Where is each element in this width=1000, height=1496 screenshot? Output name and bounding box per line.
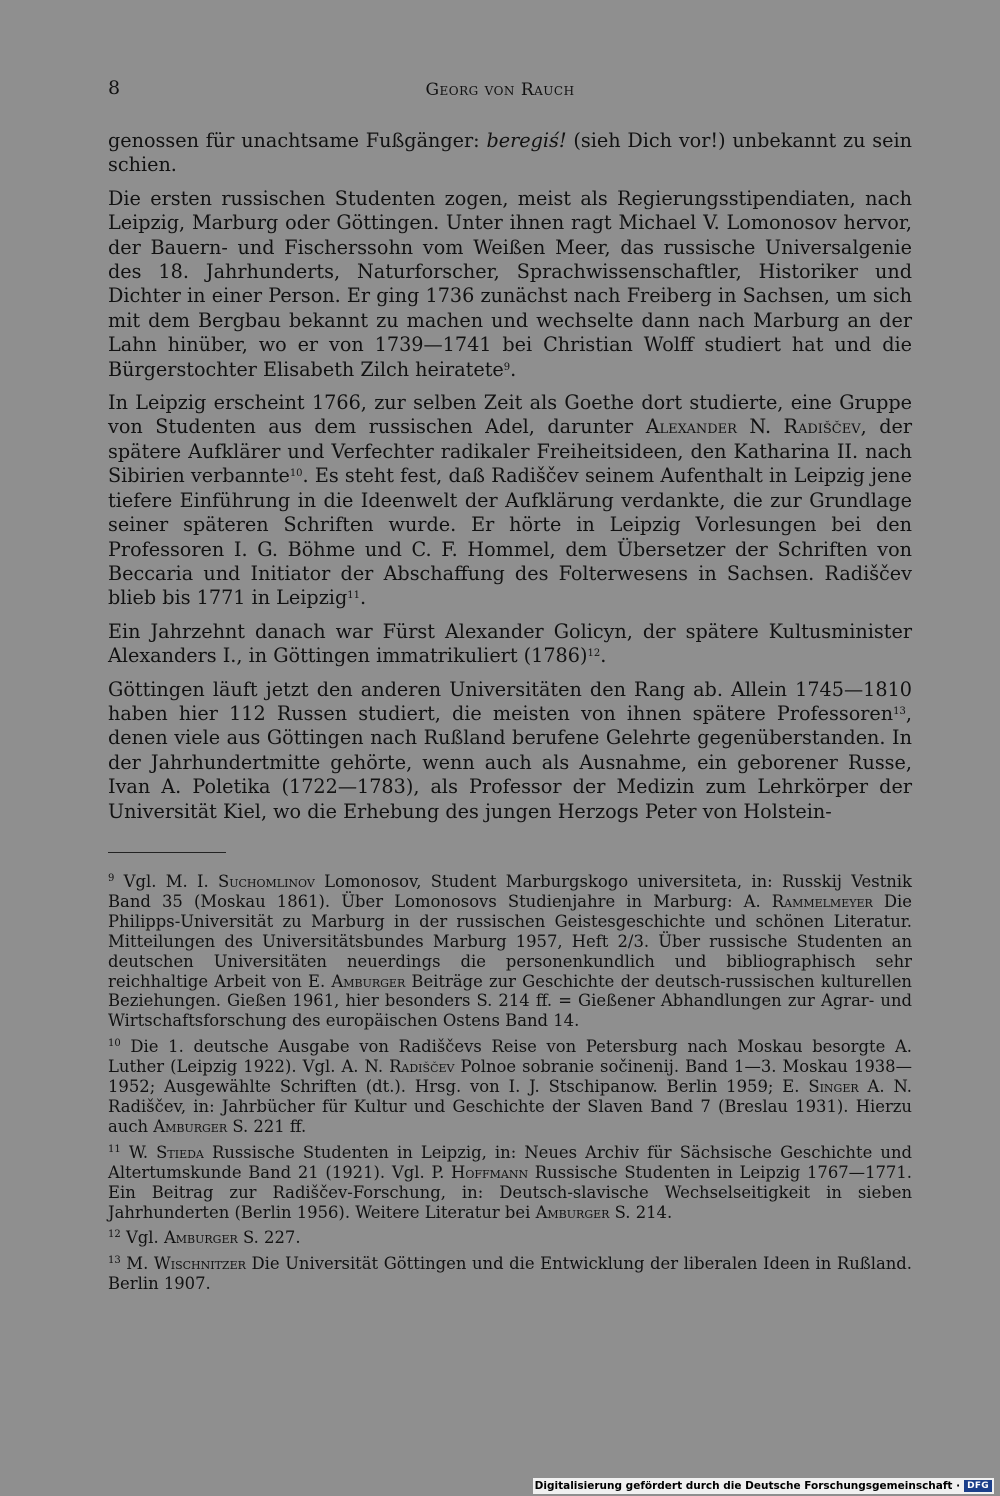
footnote [108, 1254, 912, 1294]
paragraph [108, 129, 912, 178]
author-name: Stieda [156, 1142, 204, 1162]
footnotes [108, 872, 912, 1300]
text-run: (sieh Dich vor!) unbekannt zu sein schien. [108, 129, 912, 177]
text-run: Polnoe sobranie sočinenij. Band 1—3. Moskau 1938—1952; Ausgewählte Schriften (dt.). Hrsg. von I. J. Stschipanow. Berlin 1959; E. [108, 1057, 912, 1097]
text-run: , der spätere Aufklärer und Verfechter radikaler Freiheitsideen, den Katharina II. nach Sibirien verbannte [108, 415, 913, 488]
text-run: , denen viele aus Göttingen nach Rußland berufene Gelehrte gegenüberstanden. In der Jahrhundertmitte gehörte, wenn auch als Ausnahme, ein geborener Russe, Ivan A. Poletika (1722—1783), als Professor der Medizin zum Lehrkörper der Universität Kiel, wo die Erhebung des jungen Herzogs Peter von Holstein- [108, 701, 912, 823]
text-run: Die Philipps-Universität zu Marburg in der russischen Geistesgeschichte und schönen Literatur. Mitteilungen des Universitätsbundes Marburg 1957, Heft 2/3. Über russische Studenten an deutschen Universitäten neuerdings die personenkundlich und bibliographisch sehr reichhaltige Arbeit von E. [108, 891, 912, 991]
footnote [108, 872, 912, 1031]
text-run: A. N. Radiščev, in: Jahrbücher für Kultur und Geschichte der Slaven Band 7 (Breslau 1931). Hierzu auch [108, 1077, 912, 1136]
running-head: Georg von Rauch [425, 80, 575, 100]
author-name: Amburger [331, 971, 406, 991]
credit-text: Digitalisierung gefördert durch die Deutsche Forschungsgemeinschaft · [534, 1480, 961, 1492]
text-run: Göttingen läuft jetzt den anderen Universitäten den Rang ab. Allein 1745—1810 haben hier 112 Russen studiert, die meisten von ihnen spätere Professoren [108, 677, 912, 725]
text-run: In Leipzig erscheint 1766, zur selben Zeit als Goethe dort studierte, eine Gruppe von Studenten aus dem russischen Adel, darunter [108, 391, 912, 439]
author-name: Amburger [153, 1116, 228, 1136]
footnote [108, 1037, 912, 1137]
text-run: . Es steht fest, daß Radiščev seinem Aufenthalt in Leipzig jene tiefere Einführung in die Ideenwelt der Aufklärung verdankte, die zur Grundlage seiner späteren Schriften wurde. Er hörte in Leipzig Vorlesungen bei den Professoren I. G. Böhme und C. F. Hommel, dem Übersetzer der Schriften von Beccaria und Initiator der Abschaffung des Folterwesens in Sachsen. Radiščev blieb bis 1771 in Leipzig [108, 464, 912, 610]
text-run: Die ersten russischen Studenten zogen, meist als Regierungsstipendiaten, nach Leipzig, Marburg oder Göttingen. Unter ihnen ragt Michael V. Lomonosov hervor, der Bauern- und Fischerssohn vom Weißen Meer, das russische Universalgenie des 18. Jahrhunderts, Naturforscher, Sprachwissenschaftler, Historiker und Dichter in einer Person. Er ging 1736 zunächst nach Freiberg in Sachsen, um sich mit dem Bergbau bekannt zu machen und wechselte dann nach Marburg an der Lahn hinüber, wo er von 1739—1741 bei Christian Wolff studiert hat und die Bürgerstochter Elisabeth Zilch heiratete [108, 186, 912, 381]
footnote-number: 9 [108, 873, 115, 884]
italic-text: beregiś! [486, 129, 567, 152]
author-name: Rammelmeyer [771, 891, 873, 911]
footnote-ref: 12 [587, 648, 601, 660]
text-run: S. 227. [237, 1228, 301, 1248]
footnote-rule [108, 852, 226, 853]
author-name: Hoffmann [451, 1162, 529, 1182]
footnote-ref: 9 [503, 361, 511, 373]
paragraph [108, 620, 912, 669]
paragraph [108, 391, 912, 611]
text-run: M. [120, 1254, 154, 1274]
text-run: . [510, 357, 517, 381]
footnote-number: 10 [108, 1038, 121, 1050]
author-name: Suchomlinov [217, 872, 315, 891]
text-run: Russische Studenten in Leipzig 1767—1771. Ein Beitrag zur Radiščev-Forschung, in: Deutsch-slavische Wechselseitigkeit in sieben Jahrhunderten (Berlin 1956). Weitere Literatur bei [108, 1162, 912, 1222]
text-run: . [359, 586, 367, 610]
author-name: Radiščev [389, 1057, 455, 1077]
text-run: Beiträge zur Geschichte der deutsch-russischen kulturellen Beziehungen. Gießen 1961, hier besonders S. 214 ff. = Gießener Abhandlungen zur Agrar- und Wirtschaftsforschung des europäischen Ostens Band 14. [108, 971, 912, 1031]
text-run: . [600, 644, 607, 668]
author-name: Amburger [163, 1228, 238, 1248]
footnote-ref: 11 [347, 590, 360, 602]
body-text [108, 129, 912, 833]
footnote-ref: 13 [893, 705, 906, 717]
footnote [108, 1143, 912, 1223]
footnote-number: 12 [108, 1229, 121, 1241]
author-name: Singer [808, 1077, 859, 1097]
paragraph [108, 678, 912, 824]
paragraph [108, 187, 912, 382]
text-run: Die 1. deutsche Ausgabe von Radiščevs Reise von Petersburg nach Moskau besorgte A. Luther (Leipzig 1922). Vgl. A. N. [108, 1037, 912, 1077]
footnote-number: 11 [108, 1143, 121, 1155]
page-number: 8 [108, 77, 121, 99]
author-name: Wischnitzer [153, 1254, 246, 1274]
text-run: S. 214. [609, 1202, 673, 1222]
text-run: Ein Jahrzehnt danach war Fürst Alexander Golicyn, der spätere Kultusminister Alexanders I., in Göttingen immatrikuliert (1786) [108, 619, 912, 668]
text-run: S. 221 ff. [227, 1116, 307, 1136]
footnote [108, 1228, 912, 1248]
text-run: Lomonosov, Student Marburgskogo universiteta, in: Russkij Vestnik Band 35 (Moskau 1861). Über Lomonosovs Studienjahre in Marburg: A. [108, 872, 912, 911]
text-run: genossen für unachtsame Fußgänger: [108, 129, 487, 152]
footnote-ref: 10 [289, 468, 303, 480]
text-run: Vgl. M. I. [114, 872, 218, 891]
digitization-credit [533, 1478, 994, 1494]
author-name: Amburger [535, 1202, 610, 1222]
dfg-logo: DFG [964, 1480, 992, 1492]
text-run: Die Universität Göttingen und die Entwicklung der liberalen Ideen in Rußland. Berlin 1907. [108, 1254, 913, 1294]
text-run: W. [120, 1142, 157, 1162]
author-name: Alexander N. Radiščev [645, 415, 861, 439]
text-run: Vgl. [120, 1228, 164, 1248]
text-run: Russische Studenten in Leipzig, in: Neues Archiv für Sächsische Geschichte und Altertumskunde Band 21 (1921). Vgl. P. [108, 1142, 912, 1182]
footnote-number: 13 [108, 1255, 121, 1267]
